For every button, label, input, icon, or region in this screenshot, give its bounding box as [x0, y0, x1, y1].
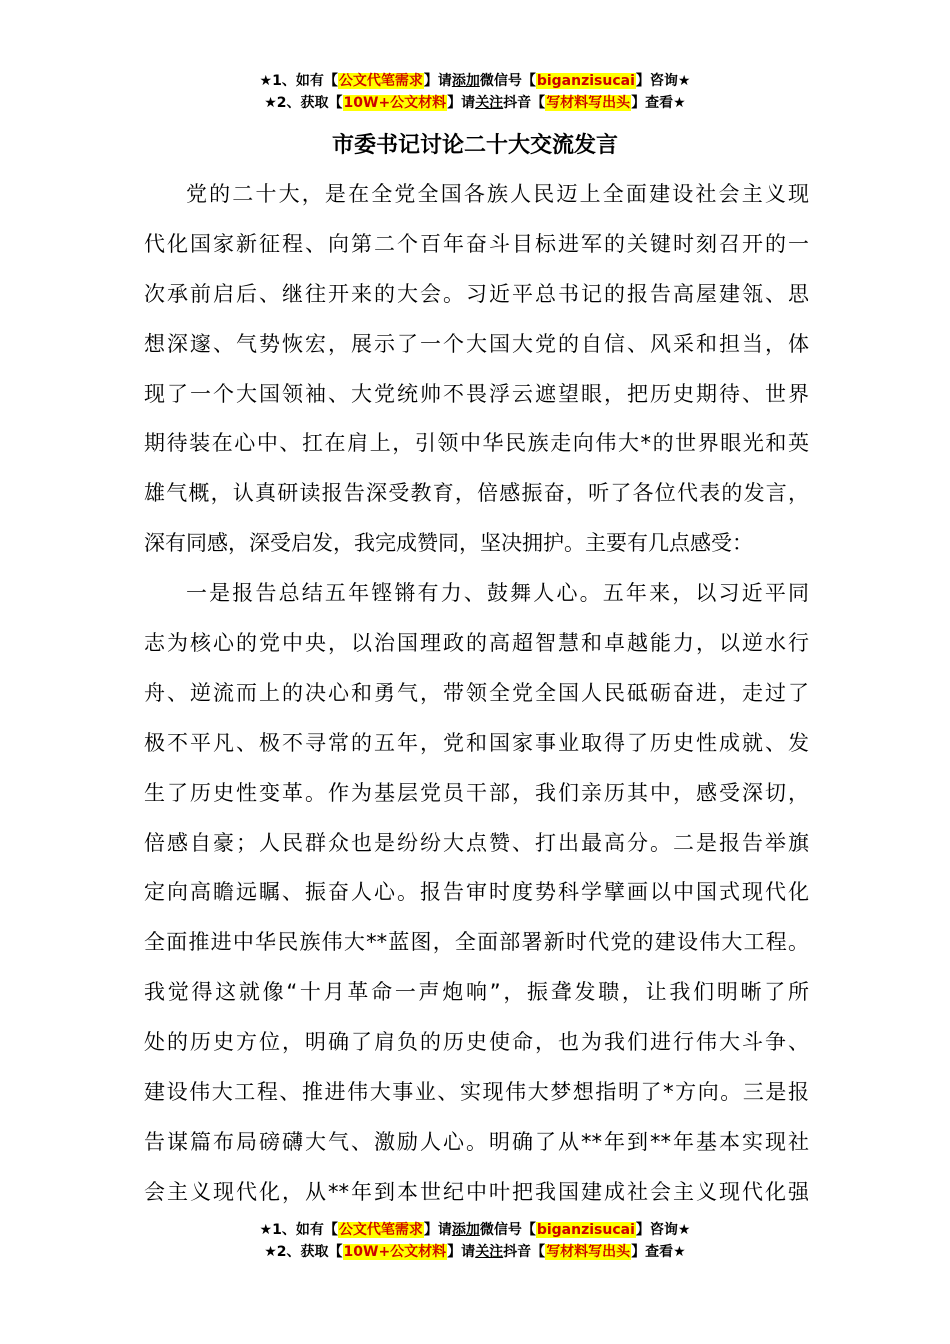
banner-line-2-highlight-douyin: 写材料写出头: [546, 95, 631, 111]
footer-line-2-suffix: 】查看★: [631, 1244, 686, 1260]
body-line: 一是报告总结五年铿锵有力、鼓舞人心。五年来，以习近平同: [186, 581, 809, 606]
banner-line-1-mid2: 微信号【: [479, 73, 536, 89]
body-line: 建设伟大工程、推进伟大事业、实现伟大梦想指明了*方向。三是报: [144, 1080, 809, 1105]
body-line: 现了一个大国领袖、大党统帅不畏浮云遮望眼，把历史期待、世界: [144, 381, 809, 406]
body-line: 党的二十大，是在全党全国各族人民迈上全面建设社会主义现: [186, 182, 809, 206]
banner-line-1-prefix: ★1、如有【: [259, 73, 338, 89]
footer-line-1-underline: 添加: [451, 1222, 480, 1238]
body-line: 深有同感，深受启发，我完成赞同，坚决拥护。主要有几点感受：: [144, 531, 753, 556]
body-line: 极不平凡、极不寻常的五年，党和国家事业取得了历史性成就、发: [144, 730, 809, 755]
footer-banner-line-2: [0, 1241, 950, 1263]
banner-line-2-mid2: 抖音【: [503, 95, 546, 111]
footer-line-2-highlight-douyin: 写材料写出头: [546, 1244, 631, 1260]
body-line: 生了历史性变革。作为基层党员干部，我们亲历其中，感受深切，: [144, 780, 809, 805]
body-line: 期待装在心中、扛在肩上，引领中华民族走向伟大*的世界眼光和英: [144, 431, 809, 456]
banner-line-2-highlight-materials: 10W+公文材料: [343, 95, 447, 111]
footer-banner: [0, 1219, 950, 1263]
body-line: 处的历史方位，明确了肩负的历史使命，也为我们进行伟大斗争、: [144, 1030, 809, 1055]
banner-line-1-highlight-wechat: biganzisucai: [536, 73, 635, 89]
banner-line-1-suffix: 】咨询★: [635, 73, 691, 89]
banner-line-1-underline: 添加: [451, 73, 480, 89]
footer-line-1-suffix: 】咨询★: [635, 1222, 691, 1238]
banner-line-1: [0, 70, 950, 92]
body-line: 想深邃、气势恢宏，展示了一个大国大党的自信、风采和担当，体: [144, 331, 809, 356]
body-line: 告谋篇布局磅礴大气、激励人心。明确了从**年到**年基本实现社: [144, 1129, 809, 1154]
footer-line-1-mid: 】请: [423, 1222, 452, 1238]
banner-line-2-suffix: 】查看★: [631, 95, 686, 111]
footer-line-1-prefix: ★1、如有【: [259, 1222, 338, 1238]
document-title: 市委书记讨论二十大交流发言: [331, 133, 618, 158]
footer-line-2-prefix: ★2、获取【: [264, 1244, 343, 1260]
header-banner: [0, 70, 950, 114]
banner-line-2: [0, 92, 950, 114]
body-line: 代化国家新征程、向第二个百年奋斗目标进军的关键时刻召开的一: [144, 231, 809, 256]
body-line: 倍感自豪；人民群众也是纷纷大点赞、打出最高分。二是报告举旗: [144, 830, 809, 855]
footer-line-2-highlight-materials: 10W+公文材料: [343, 1244, 447, 1260]
banner-line-2-underline: 关注: [475, 95, 504, 111]
footer-line-2-mid: 】请: [447, 1244, 476, 1260]
document-body: [144, 170, 809, 1218]
body-line: 会主义现代化，从**年到本世纪中叶把我国建成社会主义现代化强: [144, 1179, 809, 1204]
banner-line-2-mid: 】请: [447, 95, 476, 111]
footer-line-2-mid2: 抖音【: [503, 1244, 546, 1260]
footer-line-2-underline: 关注: [475, 1244, 504, 1260]
body-line: 全面推进中华民族伟大**蓝图，全面部署新时代党的建设伟大工程。: [144, 930, 809, 955]
body-line: 志为核心的党中央，以治国理政的高超智慧和卓越能力，以逆水行: [144, 631, 809, 656]
body-line: 定向高瞻远瞩、振奋人心。报告审时度势科学擘画以中国式现代化: [144, 880, 809, 905]
body-line: 次承前启后、继往开来的大会。习近平总书记的报告高屋建瓴、思: [144, 281, 809, 306]
footer-line-1-highlight-service: 公文代笔需求: [338, 1222, 423, 1238]
banner-line-2-prefix: ★2、获取【: [264, 95, 343, 111]
footer-banner-line-1: [0, 1219, 950, 1241]
footer-line-1-highlight-wechat: biganzisucai: [536, 1222, 635, 1238]
banner-line-1-highlight-service: 公文代笔需求: [338, 73, 423, 89]
body-line: 雄气概，认真研读报告深受教育，倍感振奋，听了各位代表的发言，: [144, 481, 809, 506]
body-line: 舟、逆流而上的决心和勇气，带领全党全国人民砥砺奋进，走过了: [144, 680, 809, 705]
banner-line-1-mid: 】请: [423, 73, 452, 89]
body-line: 我觉得这就像“十月革命一声炮响”，振聋发聩，让我们明晰了所: [144, 980, 809, 1005]
footer-line-1-mid2: 微信号【: [479, 1222, 536, 1238]
